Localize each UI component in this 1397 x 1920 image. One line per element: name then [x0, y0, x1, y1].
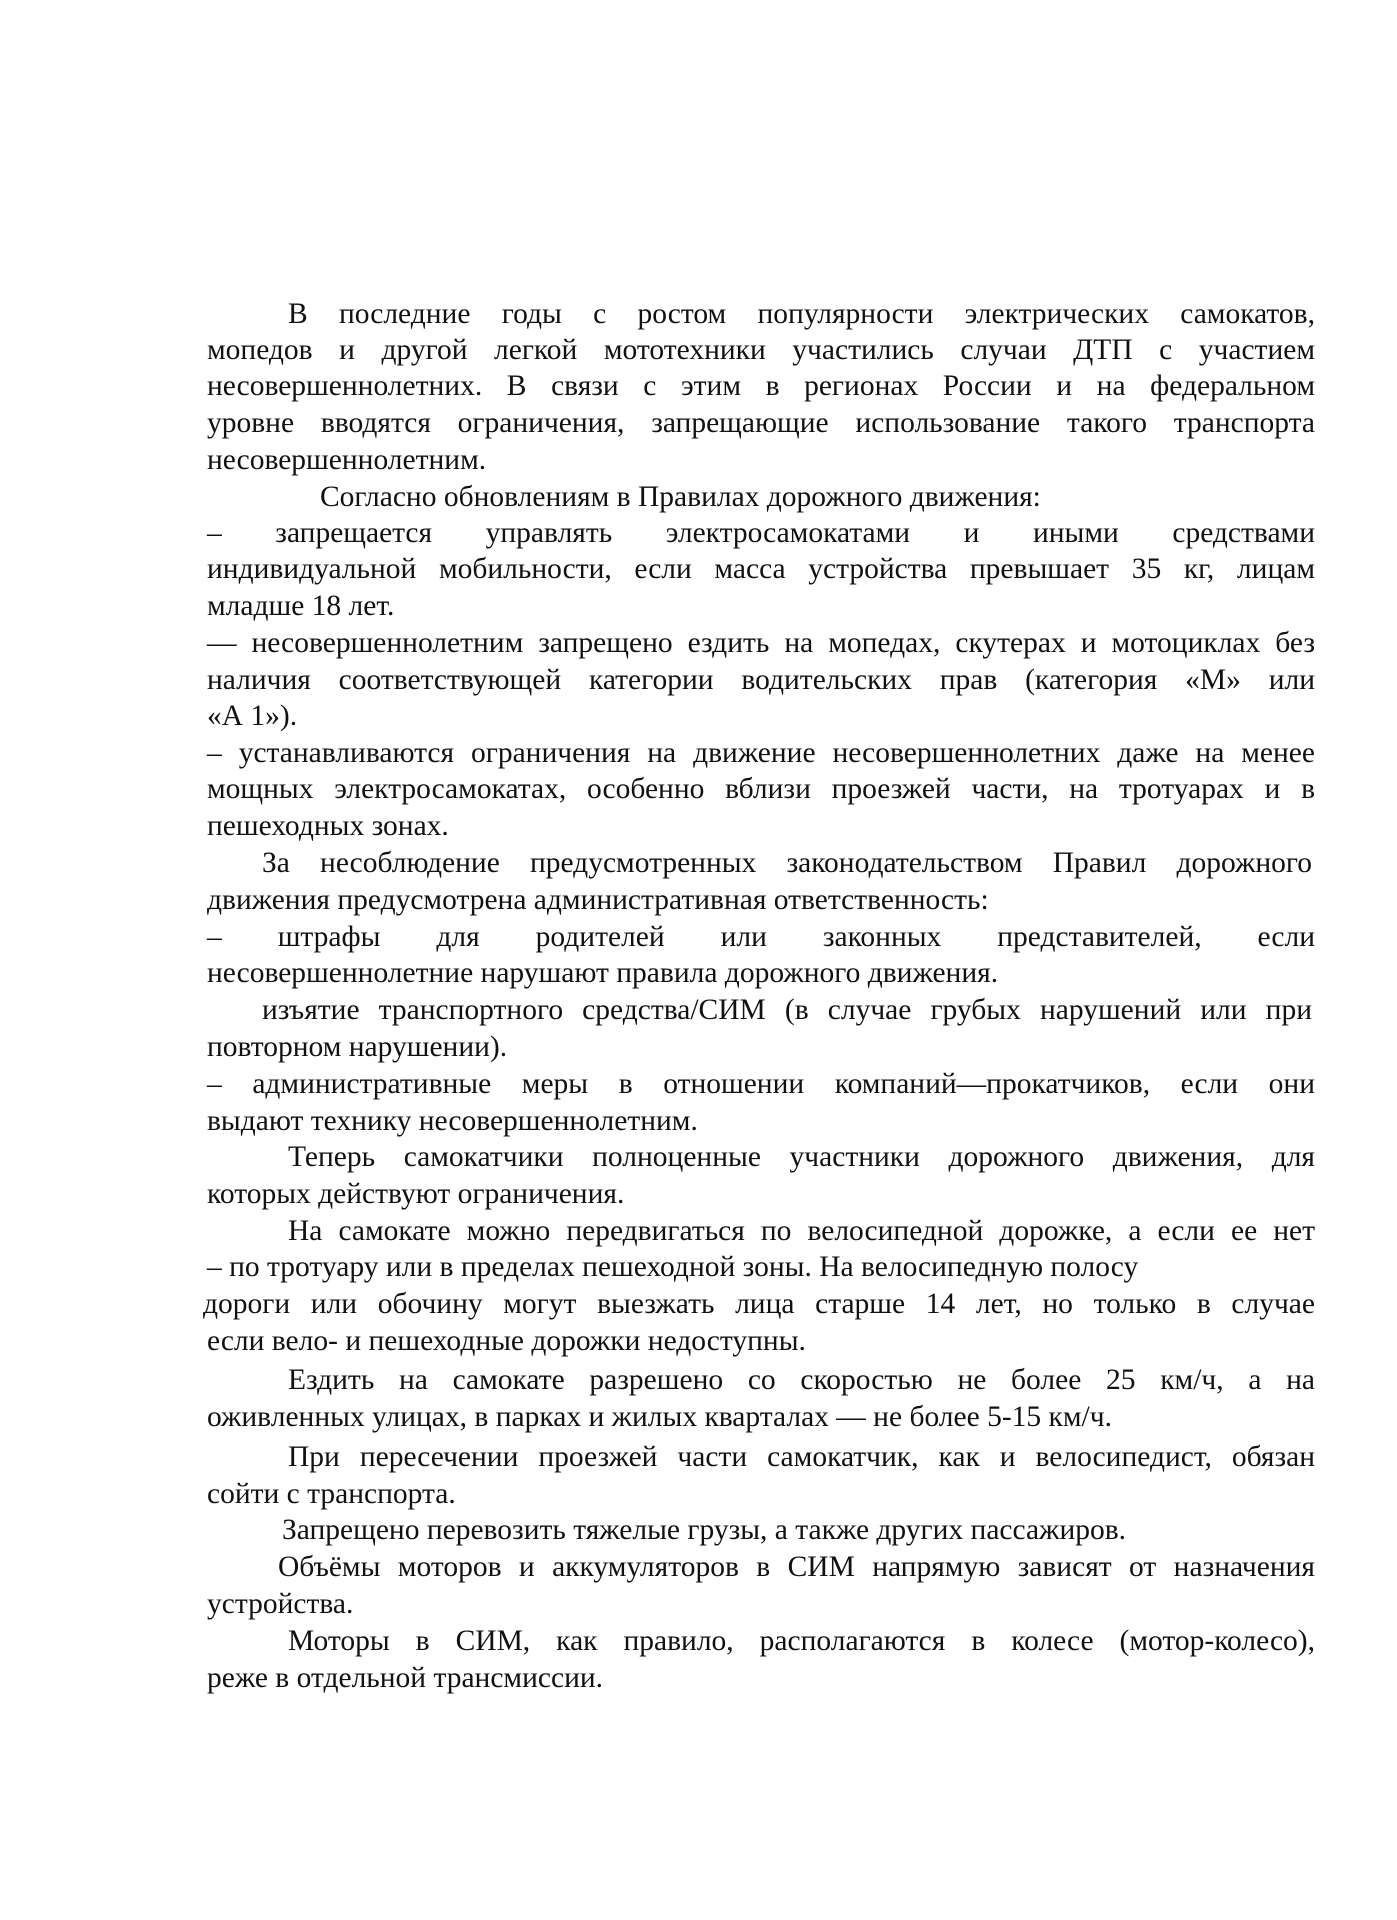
text-line: На самокате можно передвигаться по велосипедной дорожке, а если ее нет — [288, 1215, 1315, 1247]
text-line: движения предусмотрена административная ответственность: — [207, 884, 989, 916]
text-line: Моторы в СИМ, как правило, располагаются в колесе (мотор-колесо), — [288, 1625, 1315, 1657]
text-line: устройства. — [207, 1588, 354, 1620]
text-line: — несовершеннолетним запрещено ездить на мопедах, скутерах и мотоциклах без — [207, 627, 1315, 659]
text-line: В последние годы с ростом популярности электрических самокатов, — [288, 298, 1315, 330]
text-line: несовершеннолетние нарушают правила дорожного движения. — [207, 957, 999, 989]
text-line: выдают технику несовершеннолетним. — [207, 1105, 698, 1137]
text-line: – по тротуару или в пределах пешеходной зоны. На велосипедную полосу — [207, 1251, 1139, 1283]
text-line: – запрещается управлять электросамокатами и иными средствами — [207, 517, 1315, 549]
text-line: – штрафы для родителей или законных представителей, если — [207, 921, 1315, 953]
text-line: При пересечении проезжей части самокатчик, как и велосипедист, обязан — [288, 1441, 1315, 1473]
text-line: если вело- и пешеходные дорожки недоступны. — [207, 1325, 806, 1357]
text-line: Объёмы моторов и аккумуляторов в СИМ напрямую зависят от назначения — [278, 1551, 1315, 1583]
text-line: «А 1»). — [207, 700, 298, 732]
text-line: сойти с транспорта. — [207, 1478, 456, 1510]
text-line: наличия соответствующей категории водительских прав (категория «М» или — [207, 664, 1315, 696]
text-line: несовершеннолетних. В связи с этим в регионах России и на федеральном — [207, 370, 1315, 402]
text-line: несовершеннолетним. — [207, 444, 487, 476]
text-line: индивидуальной мобильности, если масса устройства превышает 35 кг, лицам — [207, 553, 1315, 585]
text-line: повторном нарушении). — [207, 1031, 508, 1063]
text-line: мопедов и другой легкой мототехники участились случаи ДТП с участием — [207, 334, 1315, 366]
text-line: Теперь самокатчики полноценные участники дорожного движения, для — [288, 1141, 1315, 1173]
text-line: – устанавливаются ограничения на движение несовершеннолетних даже на менее — [207, 737, 1315, 769]
text-line: реже в отдельной трансмиссии. — [207, 1662, 604, 1694]
text-line: уровне вводятся ограничения, запрещающие использование такого транспорта — [207, 407, 1315, 439]
text-line: Ездить на самокате разрешено со скоростью не более 25 км/ч, а на — [288, 1364, 1315, 1396]
text-line: оживленных улицах, в парках и жилых кварталах — не более 5-15 км/ч. — [207, 1401, 1112, 1433]
text-line: Согласно обновлениям в Правилах дорожного движения: — [320, 481, 1041, 513]
text-line: пешеходных зонах. — [207, 810, 449, 842]
text-line: младше 18 лет. — [207, 590, 395, 622]
text-line: За несоблюдение предусмотренных законодательством Правил дорожного — [262, 847, 1312, 879]
text-line: изъятие транспортного средства/СИМ (в случае грубых нарушений или при — [262, 994, 1312, 1026]
text-line: дороги или обочину могут выезжать лица старше 14 лет, но только в случае — [203, 1288, 1315, 1320]
text-line: которых действуют ограничения. — [207, 1178, 625, 1210]
text-line: – административные меры в отношении компаний—прокатчиков, если они — [207, 1068, 1315, 1100]
text-line: мощных электросамокатах, особенно вблизи проезжей части, на тротуарах и в — [207, 773, 1315, 805]
text-line: Запрещено перевозить тяжелые грузы, а также других пассажиров. — [282, 1514, 1127, 1546]
